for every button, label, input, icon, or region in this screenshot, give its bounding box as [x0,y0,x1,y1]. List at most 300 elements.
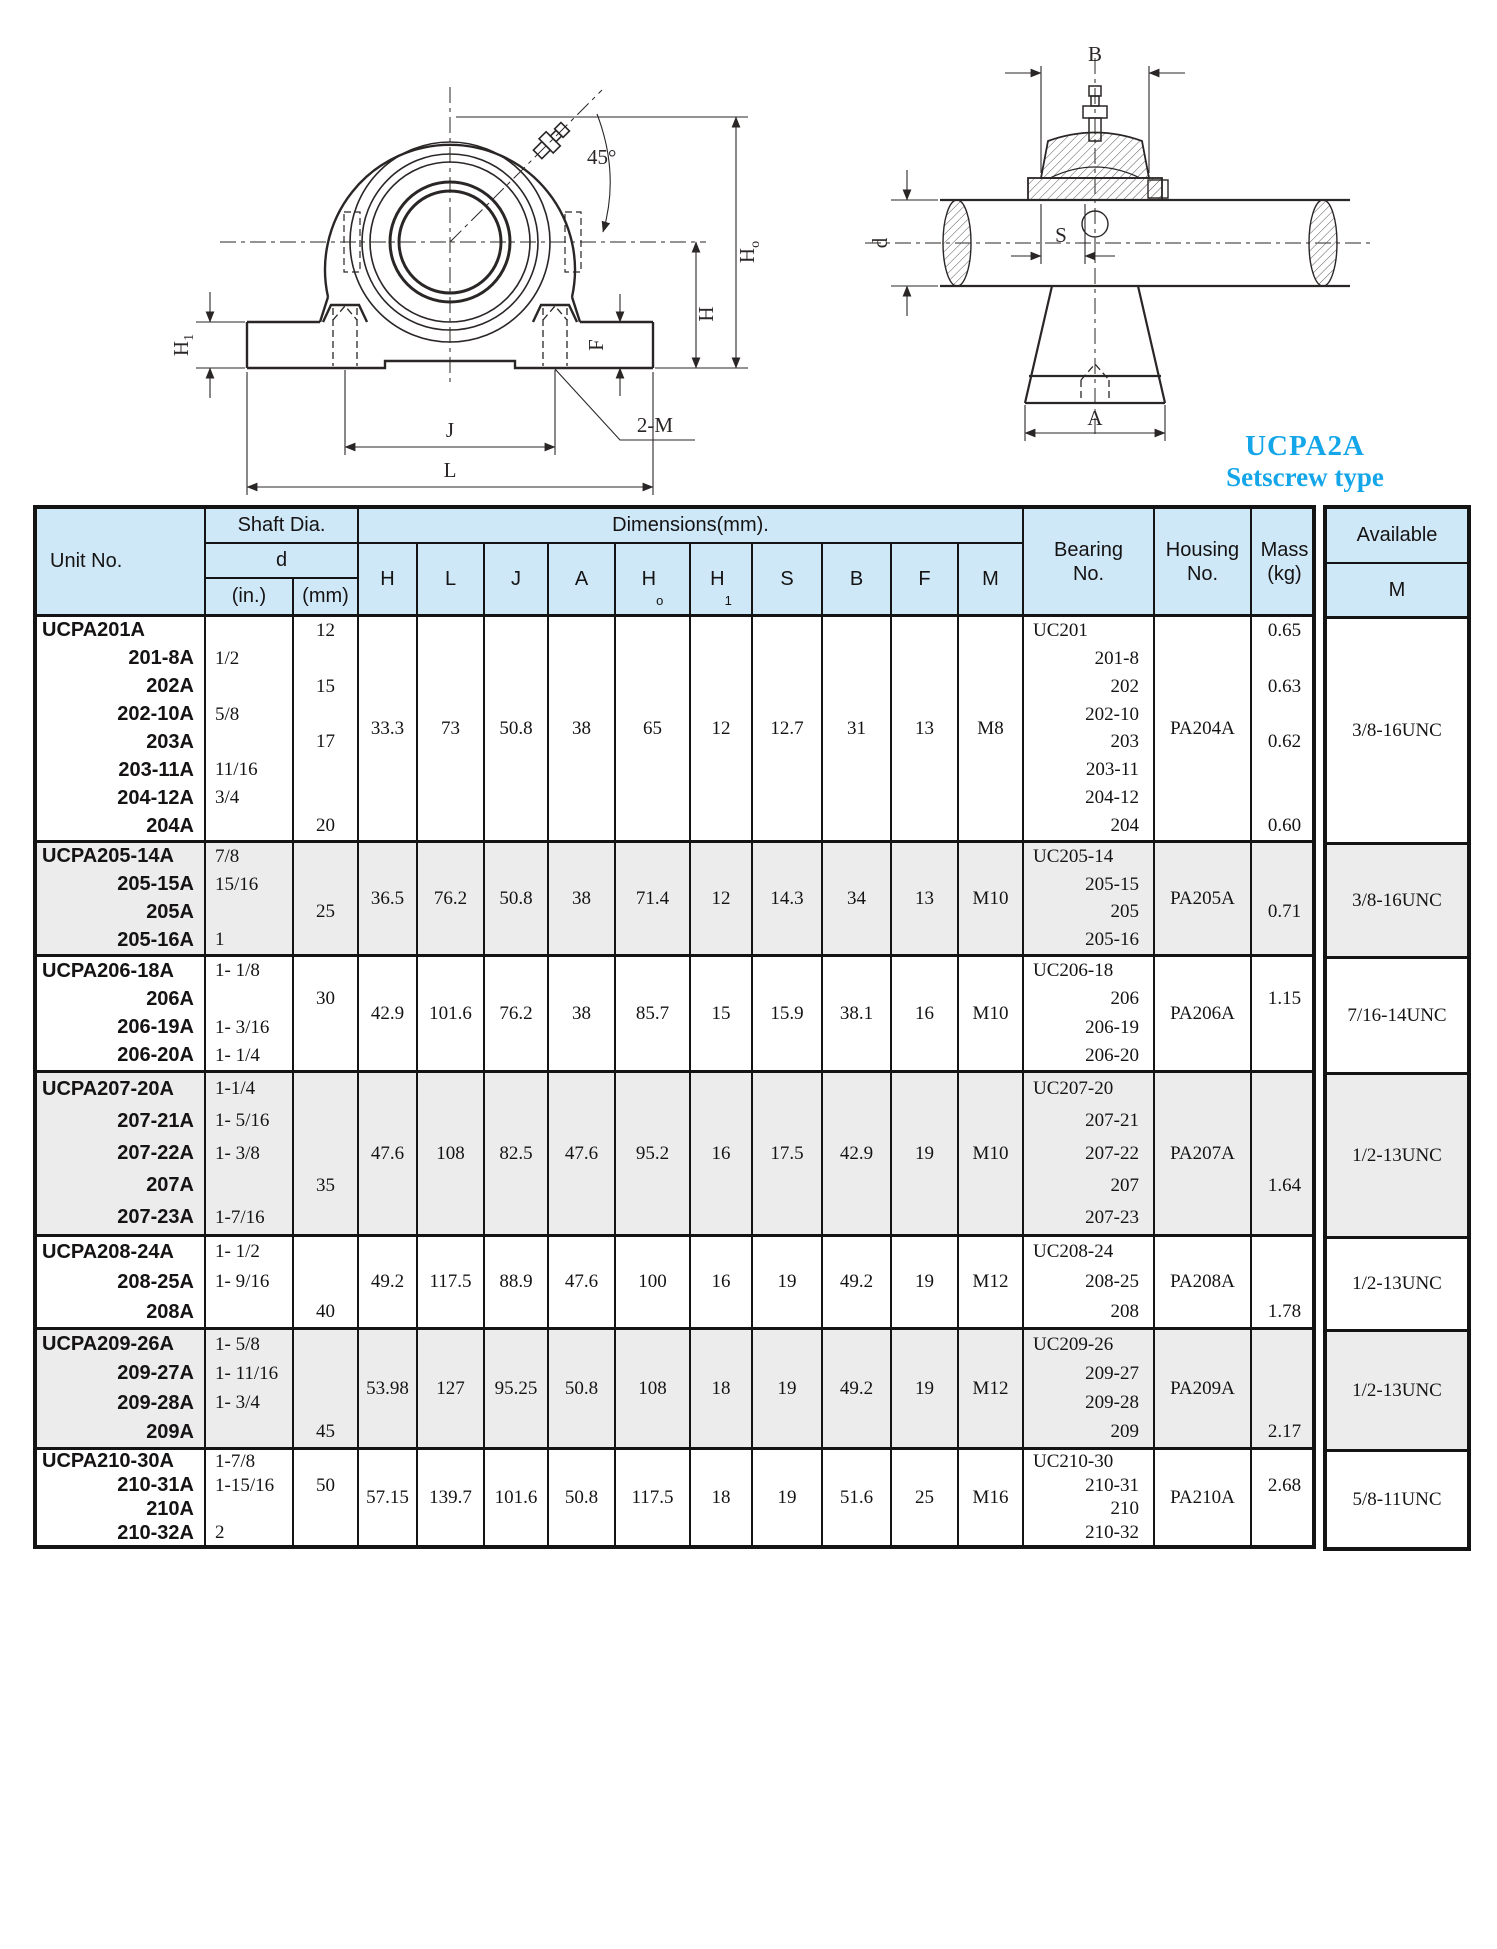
mass-cell [1252,617,1317,840]
dim-s-cell [753,617,823,840]
col-header-mm: (mm) [294,579,359,614]
bearing-no-cell-line: UC207-20 [1033,1078,1114,1100]
shaft-in-cell-line: 1- 1/4 [215,1044,260,1066]
mass-cell-line [1252,1498,1317,1522]
available-cell: 7/16-14UNC [1327,956,1467,1072]
dim-l-cell-value: 73 [441,717,460,739]
mass-cell [1252,1450,1317,1545]
dim-l-cell-value: 101.6 [429,1002,472,1024]
unit-no-cell [37,617,206,840]
unit-no-cell-line: 206-20A [117,1044,194,1067]
dim-h1-cell [691,617,753,840]
dim-j-cell-value: 88.9 [499,1271,533,1292]
dim-h-cell-value: 36.5 [370,887,405,909]
mass-cell-line [1252,645,1317,673]
dim-m-cell [959,1237,1024,1327]
shaft-in-cell [206,1450,294,1545]
bearing-no-cell-line: 210-32 [1085,1522,1139,1544]
col-header-dim-ho: H o [616,544,691,614]
mass-cell-line [1252,1105,1317,1137]
dim-f-cell-value: 25 [915,1486,934,1508]
mass-cell-line: 1.15 [1267,988,1302,1010]
dim-b-cell-value: 38.1 [839,1002,874,1024]
shaft-in-cell-line: 11/16 [215,759,258,781]
bearing-no-cell-line: 207-21 [1085,1110,1139,1132]
bearing-no-cell-line: 208-25 [1085,1271,1139,1292]
dim-s-cell [753,1330,823,1447]
unit-no-cell-line: 207A [146,1174,194,1197]
unit-no-cell-line: 205-15A [117,873,194,896]
shaft-in-cell-line [206,812,292,840]
table-row-group [37,1234,1312,1327]
dim-f-cell-value: 19 [915,1377,934,1399]
unit-no-cell-line: 202A [146,675,194,698]
mass-cell-line: 0.60 [1267,815,1302,837]
mass-cell-line [1252,871,1317,899]
shaft-mm-cell-line: 12 [316,619,335,641]
dim-j-cell-value: 50.8 [499,887,533,909]
dim-f-cell-value: 13 [915,887,934,909]
mass-cell-line [1252,957,1317,985]
dim-a-cell-value: 38 [572,717,591,739]
bearing-no-cell-line: UC208-24 [1033,1241,1114,1262]
bearing-no-cell-line: 205 [1110,901,1139,923]
shaft-in-cell-line: 3/4 [215,787,240,809]
dim-b-cell [823,1330,892,1447]
dim-h1-cell-value: 15 [711,1002,731,1024]
shaft-in-cell [206,617,294,840]
table-row-group [37,1070,1312,1234]
mass-cell-line [1252,1330,1317,1359]
dim-f-cell [892,843,959,954]
shaft-mm-cell-line [294,1105,357,1137]
col-header-bearing-no: Bearing No. [1024,509,1155,614]
housing-no-cell-value: PA205A [1170,887,1235,909]
dim-j-cell-value: 50.8 [499,717,533,739]
dim-m-cell-value: M10 [972,1002,1009,1024]
bearing-no-cell-line: 201-8 [1094,647,1139,669]
dim-label-d: d [868,237,892,249]
dim-a-cell-value: 47.6 [564,1271,599,1292]
bearing-no-cell [1024,1330,1155,1447]
dim-f-cell-value: 19 [915,1142,934,1164]
dim-b-cell [823,1237,892,1327]
unit-no-cell-line: 207-23A [117,1206,194,1229]
dim-m-cell [959,1450,1024,1545]
dim-a-cell-value: 50.8 [564,1486,599,1508]
shaft-in-cell-line [206,1498,292,1522]
unit-no-cell-line: UCPA209-26A [42,1333,174,1356]
dim-f-cell [892,1330,959,1447]
bearing-no-cell-line: 206 [1110,988,1139,1010]
col-header-dimensions: Dimensions(mm). [359,509,1024,544]
bearing-no-cell-line: 205-15 [1085,873,1139,895]
available-cell: 1/2-13UNC [1327,1072,1467,1236]
bearing-no-cell-line: 204 [1110,815,1139,837]
mass-cell [1252,1237,1317,1327]
mass-cell [1252,1330,1317,1447]
col-header-dim-m: M [959,544,1024,614]
shaft-mm-cell [294,1330,359,1447]
unit-no-cell-line: 204A [146,814,194,837]
dim-a-cell [549,1237,616,1327]
shaft-in-cell-line: 1 [215,929,225,951]
mass-cell-line [1252,1521,1317,1545]
dim-m-cell [959,1073,1024,1234]
dim-l-cell [418,843,485,954]
housing-no-cell [1155,1237,1252,1327]
shaft-in-cell-line: 1- 9/16 [215,1271,270,1292]
shaft-in-cell-line: 1- 3/16 [215,1016,270,1038]
shaft-mm-cell-line [294,1330,357,1359]
dim-h1-cell [691,1073,753,1234]
shaft-in-cell-line [206,985,292,1013]
dim-b-cell [823,957,892,1070]
bearing-no-cell [1024,843,1155,954]
dim-j-cell [485,1237,549,1327]
housing-no-cell [1155,843,1252,954]
dim-m-cell-value: M16 [972,1486,1009,1508]
unit-no-cell-line: 207-22A [117,1142,194,1164]
dim-j-cell-value: 76.2 [499,1002,533,1024]
dim-h-cell [359,1450,418,1545]
dim-m-cell [959,843,1024,954]
dim-m-cell-value: M10 [972,887,1009,909]
dim-a-cell [549,957,616,1070]
dim-j-cell-value: 95.25 [494,1377,538,1399]
shaft-mm-cell-line: 40 [316,1301,335,1322]
shaft-in-cell-line: 1- 3/8 [215,1142,260,1164]
col-header-dim-f: F [892,544,959,614]
dim-s-cell [753,1450,823,1545]
unit-no-cell [37,843,206,954]
shaft-mm-cell-line [294,1237,357,1267]
dim-f-cell [892,617,959,840]
bearing-no-cell-line: 210-31 [1085,1474,1139,1496]
table-row-group [37,1327,1312,1447]
spec-table [33,505,1316,1549]
col-header-shaft-dia: Shaft Dia. [206,509,359,544]
unit-no-cell-line: UCPA208-24A [42,1240,174,1263]
front-view-drawing [150,52,775,502]
centerlines [865,58,1375,438]
shaft-in-cell-line: 1- 1/8 [215,960,260,982]
available-cell: 3/8-16UNC [1327,619,1467,842]
mass-cell-line: 1.64 [1267,1174,1302,1196]
dim-h1-cell [691,1237,753,1327]
bearing-no-cell-line: UC201 [1033,619,1088,641]
mass-cell-line [1252,1014,1317,1042]
unit-no-cell-line: 209A [146,1420,194,1443]
dim-b-cell [823,1450,892,1545]
col-header-dim-h1: H 1 [691,544,753,614]
dim-ho-cell-value: 100 [638,1271,667,1292]
dim-h-cell [359,957,418,1070]
unit-no-cell [37,1450,206,1545]
mass-cell-line [1252,1073,1317,1105]
mass-cell-line [1252,756,1317,784]
series-title: UCPA2A [1245,430,1365,462]
unit-no-cell-line: 209-27A [117,1362,194,1385]
col-header-available: Available [1327,509,1467,564]
shaft-mm-cell-line [294,1014,357,1042]
bearing-no-cell-line: 208 [1110,1301,1139,1322]
dim-a-cell-value: 38 [572,1002,591,1024]
dim-label-45: 45° [587,145,617,169]
dim-h-cell-value: 53.98 [366,1377,409,1399]
spec-table-body [37,617,1312,1545]
dim-ho-cell-value: 85.7 [635,1002,670,1024]
mass-cell-line [1252,701,1317,729]
mass-cell-line [1252,926,1317,954]
shaft-in-cell [206,1330,294,1447]
housing-no-cell-value: PA206A [1170,1002,1235,1024]
dim-l-cell-value: 117.5 [429,1271,472,1292]
dim-l-cell-value: 127 [436,1377,465,1399]
dim-h-cell-value: 47.6 [370,1142,405,1164]
dim-label-h: H [694,306,718,322]
dim-h1-cell-value: 12 [711,717,731,739]
dim-h1-cell-value: 16 [711,1142,731,1164]
bearing-no-cell-line: 210 [1110,1498,1139,1520]
shaft-in-cell [206,1237,294,1327]
dim-s-cell-value: 19 [777,1377,797,1399]
dim-h1-cell [691,843,753,954]
shaft-mm-cell [294,957,359,1070]
shaft-mm-cell-line [294,784,357,812]
bearing-no-cell-line: 202-10 [1085,703,1139,725]
series-subtitle: Setscrew type [1226,462,1384,493]
unit-no-cell-line: UCPA210-30A [42,1450,174,1473]
unit-no-cell-line: UCPA206-18A [42,959,174,982]
mass-cell-line [1252,1359,1317,1388]
bearing-no-cell-line: 207-22 [1085,1142,1139,1164]
dim-h1-cell-value: 12 [711,887,731,909]
unit-no-cell-line: UCPA205-14A [42,845,174,868]
dim-s-cell-value: 14.3 [770,887,804,909]
shaft-in-cell-line: 1/2 [215,647,240,669]
shaft-in-cell-line [206,1170,292,1202]
table-row-group [37,840,1312,954]
dim-label-h1: $H_1$ [169,333,197,357]
mass-cell [1252,843,1317,954]
dim-m-cell-value: M10 [972,1142,1009,1164]
dim-a-cell [549,1073,616,1234]
dim-l-cell [418,617,485,840]
housing-no-cell [1155,957,1252,1070]
unit-no-cell-line: UCPA201A [42,619,145,642]
dim-s-cell-value: 15.9 [770,1002,804,1024]
col-header-dim-l: L [418,544,485,614]
available-cell: 1/2-13UNC [1327,1329,1467,1449]
housing-no-cell [1155,1450,1252,1545]
bearing-no-cell-line: UC205-14 [1033,845,1114,867]
available-cell: 1/2-13UNC [1327,1236,1467,1329]
shaft-in-cell-line: 1- 1/2 [215,1241,260,1262]
housing-no-cell-value: PA209A [1170,1377,1235,1399]
shaft-in-cell [206,1073,294,1234]
bearing-no-cell-line: 202 [1110,675,1139,697]
bearing-no-cell-line: 207 [1110,1174,1139,1196]
shaft-in-cell-line [206,1297,292,1327]
dim-j-cell-value: 82.5 [499,1142,533,1164]
shaft-mm-cell-line: 35 [316,1174,335,1196]
shaft-mm-cell-line [294,926,357,954]
shaft-mm-cell-line: 45 [316,1421,335,1443]
bearing-no-cell-line: 209-27 [1085,1362,1139,1384]
shaft-in-cell-line: 1- 5/8 [215,1333,260,1355]
available-table-body [1327,619,1467,1547]
dim-f-cell [892,1237,959,1327]
dim-l-cell-value: 76.2 [433,887,468,909]
shaft-mm-cell [294,1237,359,1327]
bearing-no-cell [1024,1237,1155,1327]
bearing-no-cell-line: 209 [1110,1421,1139,1443]
unit-no-cell-line: 205-16A [117,928,194,951]
shaft-in-cell [206,843,294,954]
shaft-mm-cell [294,617,359,840]
dim-a-cell [549,617,616,840]
shaft-mm-cell [294,1450,359,1545]
bearing-no-cell-line: 203-11 [1085,759,1139,781]
dim-ho-cell-value: 71.4 [635,887,670,909]
dim-j-cell [485,1073,549,1234]
shaft-mm-cell [294,843,359,954]
centerlines [220,87,706,382]
shaft-in-cell-line: 1- 5/16 [215,1110,270,1132]
dim-l-cell [418,1237,485,1327]
mass-cell-line [1252,1389,1317,1418]
dim-f-cell-value: 16 [915,1002,934,1024]
col-header-dim-a: A [549,544,616,614]
available-cell: 5/8-11UNC [1327,1449,1467,1547]
shaft-in-cell-line: 1- 11/16 [215,1362,279,1384]
shaft-in-cell-line [206,1418,292,1447]
dim-h1-cell [691,1450,753,1545]
housing-no-cell [1155,617,1252,840]
dim-a-cell [549,843,616,954]
unit-no-cell [37,957,206,1070]
dim-label-j: J [445,418,455,442]
tables-row [33,505,1497,1551]
dim-l-cell [418,957,485,1070]
dim-j-cell [485,957,549,1070]
dim-b-cell-value: 49.2 [839,1377,874,1399]
mass-cell-line: 0.62 [1267,731,1302,753]
shaft-mm-cell-line [294,1521,357,1545]
bearing-no-cell-line: UC210-30 [1033,1450,1114,1472]
dim-label-s: S [1055,223,1067,247]
dim-ho-cell [616,843,691,954]
bearing-no-cell-line: 206-20 [1085,1044,1139,1066]
dim-l-cell [418,1073,485,1234]
mass-cell-line [1252,1267,1317,1297]
shaft-in-cell-line: 5/8 [215,703,240,725]
dim-h-cell-value: 42.9 [370,1002,405,1024]
unit-no-cell-line: UCPA207-20A [42,1077,174,1100]
dim-f-cell-value: 13 [915,717,934,739]
shaft-mm-cell-line [294,1137,357,1169]
shaft-mm-cell-line [294,1498,357,1522]
dim-a-cell [549,1450,616,1545]
bearing-no-cell [1024,617,1155,840]
shaft-mm-cell-line [294,1202,357,1234]
dim-ho-cell-value: 108 [638,1377,667,1399]
unit-no-cell-line: 206-19A [117,1016,194,1039]
dim-j-cell [485,1330,549,1447]
dim-label-f: F [584,339,608,351]
shaft-mm-cell-line: 17 [316,731,335,753]
unit-no-cell-line: 210-32A [117,1521,194,1544]
dim-l-cell-value: 108 [436,1142,465,1164]
dim-h1-cell-value: 18 [711,1377,731,1399]
dim-b-cell-value: 42.9 [839,1142,874,1164]
mass-cell-line [1252,1137,1317,1169]
table-row-group [37,617,1312,840]
col-header-dim-j: J [485,544,549,614]
unit-no-cell-line: 202-10A [117,703,194,726]
dim-label-l: L [443,458,457,482]
dim-a-cell-value: 50.8 [564,1377,599,1399]
dim-h-cell-value: 33.3 [370,717,405,739]
shaft-in-cell-line: 1-1/4 [215,1078,256,1100]
shaft-in-cell-line: 1- 3/4 [215,1392,260,1414]
unit-no-cell-line: 205A [146,900,194,923]
housing-no-cell-value: PA210A [1170,1486,1235,1508]
shaft-in-cell [206,957,294,1070]
bearing-cap [1028,133,1168,238]
dim-l-cell [418,1450,485,1545]
dim-f-cell-value: 19 [915,1271,934,1292]
dim-ho-cell [616,1237,691,1327]
dim-f-cell [892,1450,959,1545]
housing-no-cell-value: PA204A [1170,717,1235,739]
bearing-no-cell-line: 205-16 [1085,929,1139,951]
side-view-drawing [845,28,1390,448]
mass-cell-line [1252,1042,1317,1070]
bolt-note-label: 2-M [636,413,674,437]
bearing-no-cell [1024,1073,1155,1234]
dim-a-cell-value: 38 [572,887,591,909]
dim-s-cell [753,957,823,1070]
shaft-in-cell-line: 2 [215,1522,225,1544]
dim-h1-cell-value: 18 [711,1486,731,1508]
unit-no-cell [37,1237,206,1327]
dim-s-cell [753,1073,823,1234]
available-cell: 3/8-16UNC [1327,842,1467,956]
dim-j-cell [485,843,549,954]
unit-no-cell-line: 209-28A [117,1391,194,1414]
dim-s-cell [753,1237,823,1327]
dim-j-cell-value: 101.6 [494,1486,538,1508]
dim-m-cell-value: M12 [972,1377,1009,1399]
col-header-housing-no: Housing No. [1155,509,1252,614]
dim-h-cell-value: 57.15 [366,1486,409,1508]
mass-cell-line [1252,843,1317,871]
col-header-mass: Mass (kg) [1260,538,1309,585]
mass-cell-line: 0.71 [1267,901,1302,923]
bearing-no-cell-line: 207-23 [1085,1206,1139,1228]
shaft-mm-cell-line [294,1359,357,1388]
dim-b-cell [823,1073,892,1234]
dim-ho-cell-value: 65 [643,717,662,739]
col-header-d: d [206,544,359,579]
technical-drawings [0,0,1497,505]
dim-l-cell-value: 139.7 [429,1486,472,1508]
series-caption [1180,430,1430,493]
dim-h-cell [359,843,418,954]
shaft-in-cell-line: 1-7/16 [215,1206,265,1228]
